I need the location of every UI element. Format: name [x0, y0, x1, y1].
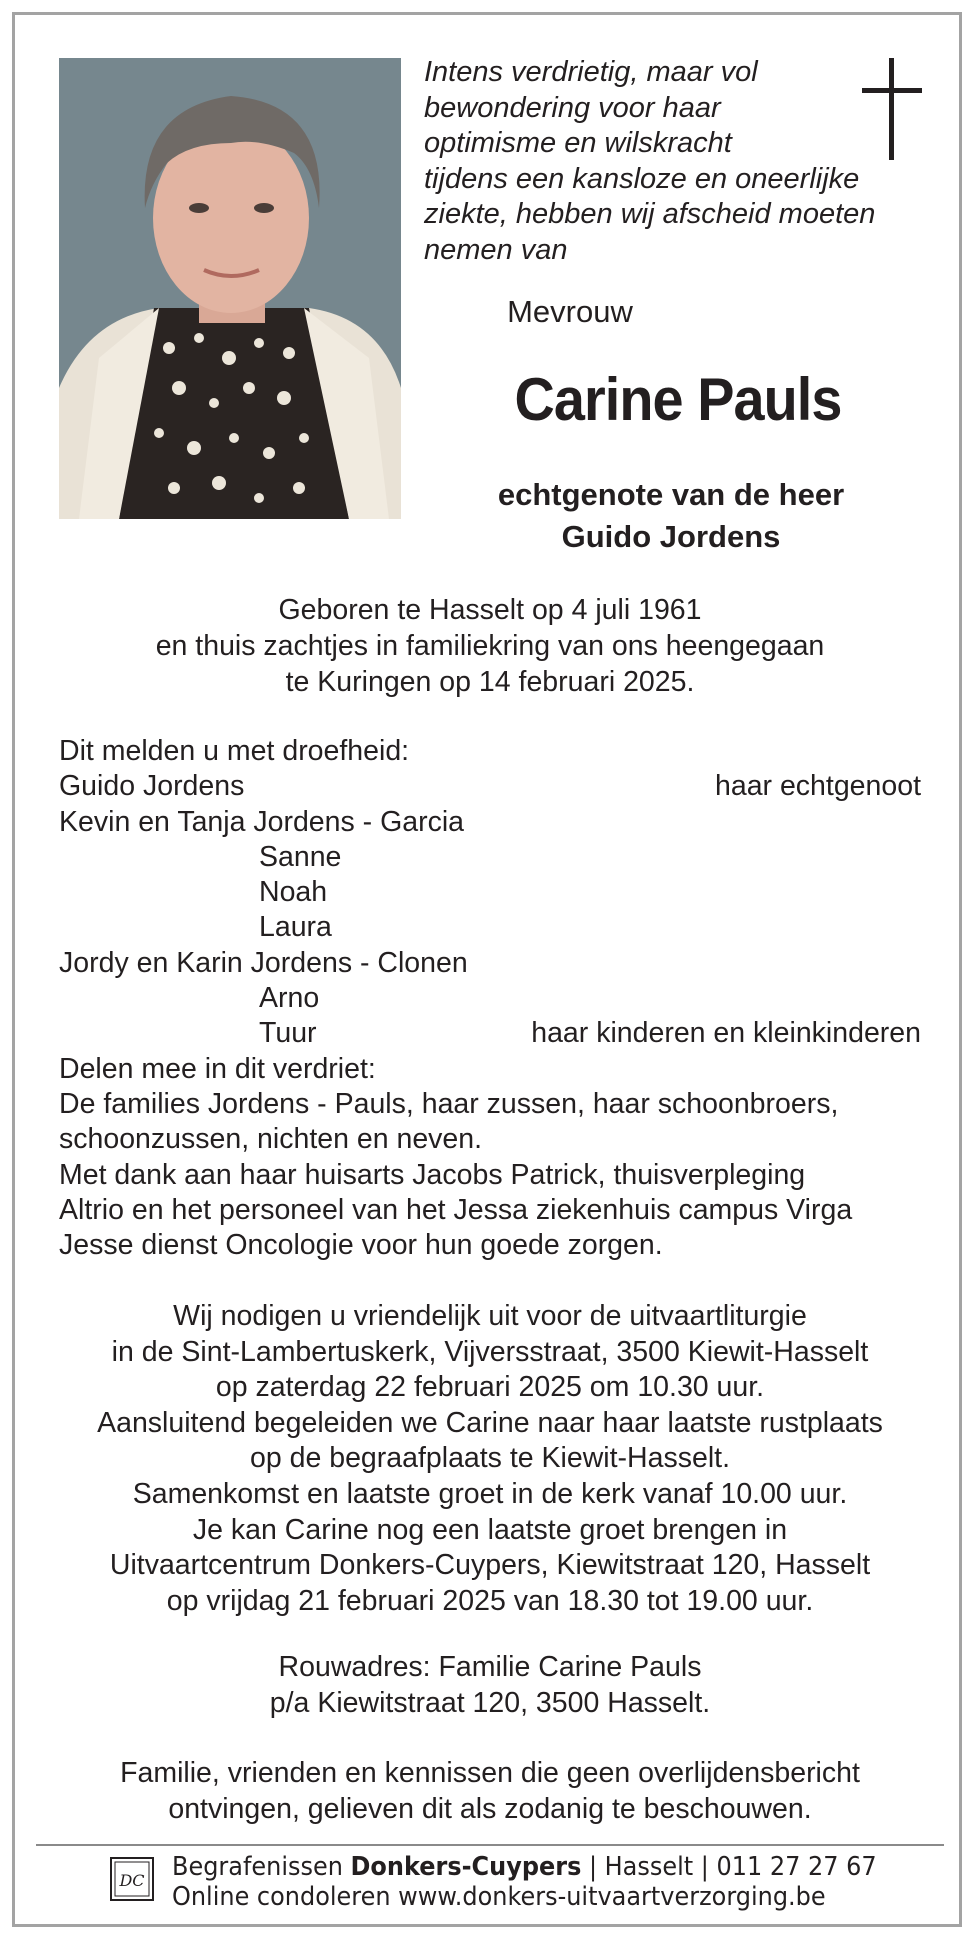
thanks-line: Met dank aan haar huisarts Jacobs Patrick, thuisverpleging [59, 1158, 806, 1191]
mourner-name: Noah [259, 876, 328, 909]
footer-prefix: Begrafenissen [172, 1852, 351, 1882]
intro-line: tijdens een kansloze en oneerlijke [424, 162, 860, 195]
footer-line-1 [172, 1852, 877, 1882]
footer-divider [36, 1844, 944, 1846]
funeral-line: Aansluitend begeleiden we Carine naar haar laatste rustplaats [97, 1406, 883, 1439]
thanks-line: Altrio en het personeel van het Jessa ziekenhuis campus Virga [59, 1193, 853, 1226]
funeral-line: op de begraafplaats te Kiewit-Hasselt. [249, 1442, 731, 1475]
birth-line: en thuis zachtjes in familiekring van ons heengegaan [155, 630, 825, 662]
funeral-line: Uitvaartcentrum Donkers-Cuypers, Kiewitstraat 120, Hasselt [109, 1549, 871, 1582]
mourner-name: Sanne [259, 840, 342, 873]
intro-text [424, 55, 924, 268]
intro-line: ziekte, hebben wij afscheid moeten [424, 198, 876, 230]
funeral-line: op vrijdag 21 februari 2025 van 18.30 tot 19.00 uur. [166, 1584, 814, 1617]
mourner-row [59, 805, 921, 840]
share-line: schoonzussen, nichten en neven. [59, 1123, 483, 1156]
funeral-home-logo [110, 1857, 154, 1901]
birth-death-info [90, 592, 890, 700]
share-line: De families Jordens - Pauls, haar zussen, haar schoonbroers, [59, 1087, 839, 1120]
spouse-line: echtgenote van de heer [497, 477, 845, 512]
mourning-address [140, 1650, 840, 1721]
thanks-line: Jesse dienst Oncologie voor hun goede zorgen. [59, 1229, 663, 1262]
share-heading: Delen mee in dit verdriet: [59, 1052, 376, 1085]
mourner-name: Laura [259, 911, 332, 944]
mourner-row [59, 875, 921, 910]
mourner-row [59, 1016, 921, 1051]
mourner-row [59, 769, 921, 804]
mourner-name: Arno [259, 982, 320, 1015]
funeral-line: op zaterdag 22 februari 2025 om 10.30 uur. [215, 1371, 765, 1404]
intro-line: Intens verdrietig, maar vol [424, 56, 758, 88]
footer-city: | Hasselt | [581, 1852, 717, 1882]
intro-line: optimisme en wilskracht [424, 127, 732, 159]
footer-company: Donkers-Cuypers [350, 1852, 582, 1882]
footer-line-2: Online condoleren www.donkers-uitvaartverzorging.be [172, 1882, 826, 1912]
intro-line: nemen van [424, 233, 568, 266]
notice-line: ontvingen, gelieven dit als zodanig te beschouwen. [168, 1792, 812, 1825]
intro-line: bewondering voor haar [424, 91, 721, 124]
notice-line: Familie, vrienden en kennissen die geen overlijdensbericht [120, 1757, 860, 1789]
mourner-row [59, 946, 921, 981]
spouse-line: Guido Jordens [561, 519, 781, 554]
funeral-line: Wij nodigen u vriendelijk uit voor de uitvaartliturgie [173, 1300, 807, 1332]
mourner-relation: haar echtgenoot [715, 770, 921, 803]
footer-phone: 011 27 27 67 [716, 1852, 877, 1882]
funeral-line: in de Sint-Lambertuskerk, Vijversstraat, 3500 Kiewit-Hasselt [111, 1335, 869, 1368]
funeral-line: Samenkomst en laatste groet in de kerk vanaf 10.00 uur. [132, 1477, 848, 1510]
mourner-name: Jordy en Karin Jordens - Clonen [59, 946, 468, 979]
spouse-info [421, 474, 921, 558]
funeral-details [40, 1299, 940, 1619]
portrait-photo [59, 58, 401, 519]
honorific: Mevrouw [507, 294, 633, 329]
mourner-row [59, 840, 921, 875]
address-line: p/a Kiewitstraat 120, 3500 Hasselt. [269, 1686, 711, 1719]
mourner-row [59, 981, 921, 1016]
mourners-section [59, 734, 921, 1263]
funeral-line: Je kan Carine nog een laatste groet brengen in [192, 1513, 788, 1546]
mourner-name: Kevin en Tanja Jordens - Garcia [59, 805, 465, 838]
logo-text: DC [119, 1871, 145, 1890]
mourners-heading: Dit melden u met droefheid: [59, 735, 410, 767]
address-line: Rouwadres: Familie Carine Pauls [278, 1651, 702, 1683]
mourner-relation: haar kinderen en kleinkinderen [531, 1017, 921, 1050]
birth-line: Geboren te Hasselt op 4 juli 1961 [278, 594, 702, 626]
footer [172, 1852, 877, 1912]
notice-text [40, 1756, 940, 1827]
deceased-name: Carine Pauls [514, 366, 842, 433]
mourner-name: Tuur [259, 1017, 317, 1050]
mourner-name: Guido Jordens [59, 770, 245, 803]
mourner-row [59, 910, 921, 945]
cross-icon [862, 58, 922, 165]
birth-line: te Kuringen op 14 februari 2025. [285, 666, 695, 698]
